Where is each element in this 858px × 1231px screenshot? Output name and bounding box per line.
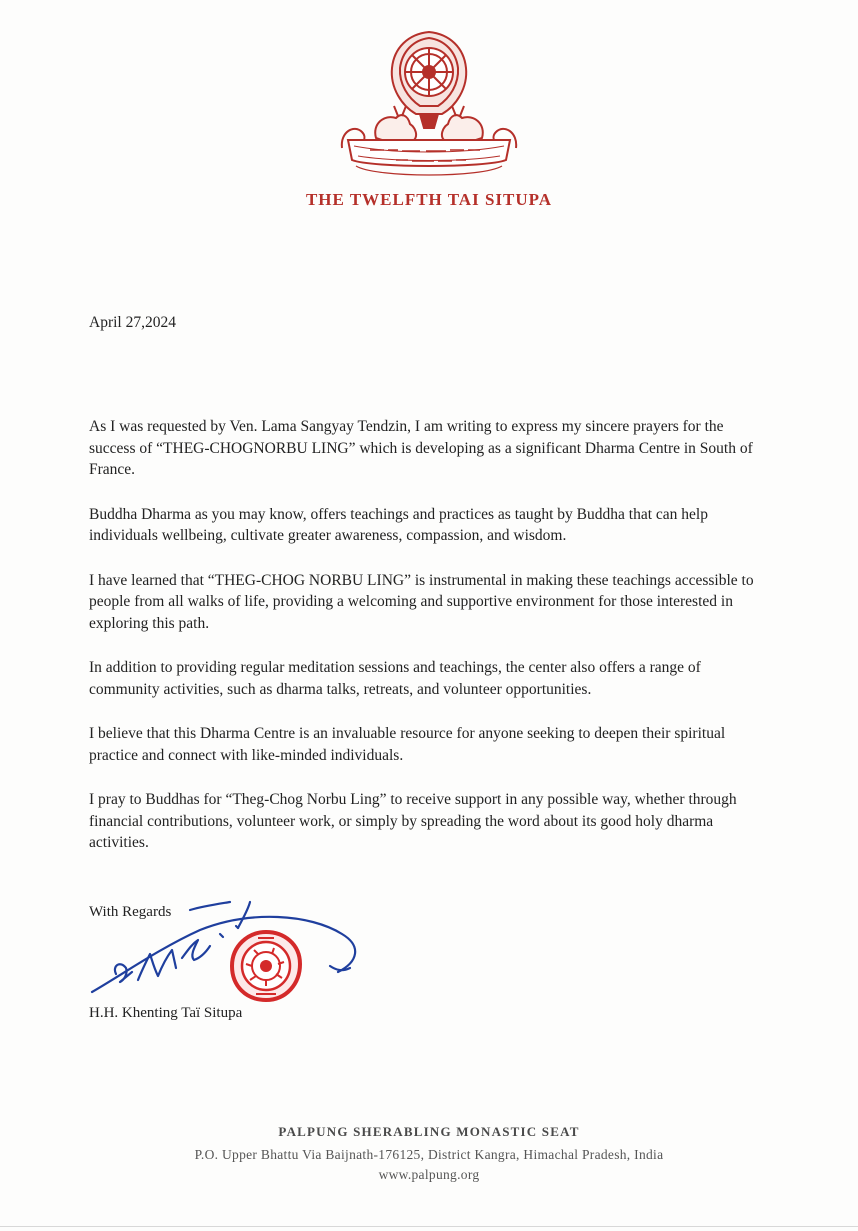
paragraph: In addition to providing regular meditation sessions and teachings, the center also offers a range of community activities, such as dharma talks, retreats, and volunteer opportunities. (89, 659, 701, 698)
signatory-name: H.H. Khenting Taï Situpa (89, 1005, 243, 1021)
paragraph: As I was requested by Ven. Lama Sangyay Tendzin, I am writing to express my sincere prayers for the success of “THEG-CHOGNORBU LING” which is developing as a significant Dharma Centre in South of France. (89, 418, 753, 478)
page-edge-divider (0, 1226, 858, 1227)
footer-title: PALPUNG SHERABLING MONASTIC SEAT (278, 1124, 580, 1139)
paragraph: I have learned that “THEG-CHOG NORBU LING” is instrumental in making these teachings accessible to people from all walks of life, providing a welcoming and supportive environment for those interested in exploring this path. (89, 571, 754, 632)
footer-address: P.O. Upper Bhattu Via Baijnath-176125, District Kangra, Himachal Pradesh, India (194, 1147, 664, 1162)
letter-footer (0, 1124, 858, 1185)
handwritten-signature (80, 896, 370, 1006)
paragraph: I believe that this Dharma Centre is an invaluable resource for anyone seeking to deepen their spiritual practice and connect with like-minded individuals. (89, 725, 726, 764)
paragraph: I pray to Buddhas for “Theg-Chog Norbu Ling” to receive support in any possible way, whether through financial contributions, volunteer work, or simply by spreading the word about its good holy dharma activities. (89, 791, 737, 851)
letter-body (89, 416, 769, 877)
footer-website: www.palpung.org (378, 1167, 480, 1182)
dharma-wheel-emblem-icon (336, 28, 522, 180)
paragraph: Buddha Dharma as you may know, offers teachings and practices as taught by Buddha that can help individuals wellbeing, cultivate greater awareness, compassion, and wisdom. (89, 505, 708, 544)
letter-date: April 27,2024 (89, 314, 176, 331)
letterhead-title: THE TWELFTH TAI SITUPA (305, 190, 553, 209)
letter-closing: With Regards (89, 904, 172, 920)
